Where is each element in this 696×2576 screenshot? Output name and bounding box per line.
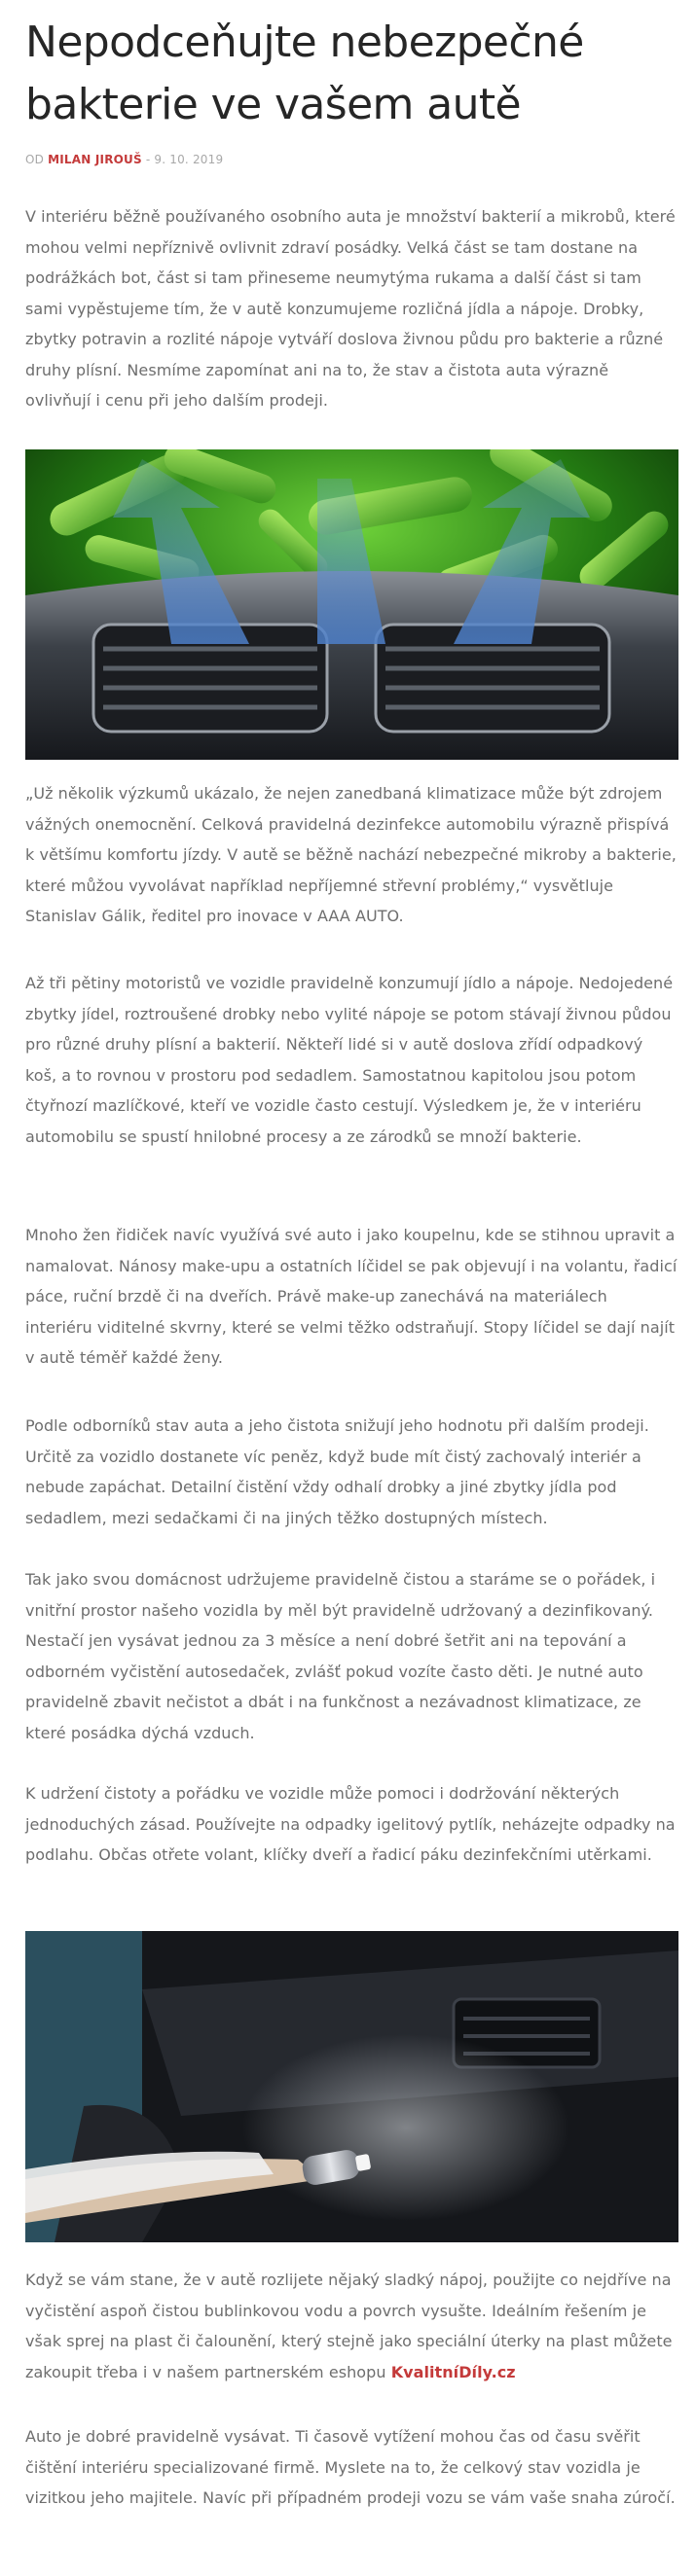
paragraph-intro: V interiéru běžně používaného osobního auta je množství bakterií a mikrobů, které mohou velmi nepříznivě ovlivnit zdraví posádky. Velká část se tam dostane na podrážkách bot, část si tam přineseme neumytýma rukama a další část si tam sami vypěstujeme tím, že v autě konzumujeme rozličná jídla a nápoje. Drobky, zbytky potravin a rozlité nápoje vytváří doslova živnou půdu pro bakterie a různé druhy plísní. Nesmíme zapomínat ani na to, že stav a čistota auta výrazně ovlivňují i cenu při jeho dalším prodeji.	[25, 207, 676, 410]
paragraph-vacuum: Auto je dobré pravidelně vysávat. Ti časově vytížení mohou čas od času svěřit čištění interiéru specializované firmě. Myslete na to, že celkový stav vozidla je vizitkou jeho majitele. Navíc při případném prodeji vozu se vám vaše snaha zúročí.	[25, 2427, 676, 2507]
paragraph-spill	[25, 2265, 678, 2387]
paragraph-maintenance: Tak jako svou domácnost udržujeme pravidelně čistou a staráme se o pořádek, i vnitřní prostor našeho vozidla by měl být pravidelně udržovaný a dezinfikovaný. Nestačí jen vysávat jednou za 3 měsíce a není dobré šetřit ani na tepování a odborném vyčistění autosedaček, zvlášť pokud vozíte často děti. Je nutné auto pravidelně zbavit nečistot a dbát i na funkčnost a nezávadnost klimatizace, ze které posádka dýchá vzduch.	[25, 1570, 656, 1742]
paragraph-food: Až tři pětiny motoristů ve vozidle pravidelně konzumují jídlo a nápoje. Nedojedené zbytky jídel, roztroušené drobky nebo vylité nápoje se potom stávají živnou půdou pro různé druhy plísní a bakterií. Někteří lidé si v autě doslova zřídí odpadkový koš, a to rovnou v prostoru pod sedadlem. Samostatnou kapitolou jsou potom čtyřnozí mazlíčkové, kteří ve vozidle často cestují. Výsledkem je, že v interiéru automobilu se spustí hnilobné procesy a ze zárodků se množí bakterie.	[25, 974, 674, 1146]
article-date: 9. 10. 2019	[154, 153, 224, 166]
paragraph-spill-text: Když se vám stane, že v autě rozlijete nějaký sladký nápoj, použijte co nejdříve na vyčistění aspoň čistou bublinkovou vodu a povrch vysušte. Ideálním řešením je však sprej na plast či čalounění, který stejně jako speciální úterky na plast můžete zakoupit třeba i v našem partnerském eshopu	[25, 2271, 673, 2381]
paragraph-makeup: Mnoho žen řidiček navíc využívá své auto i jako koupelnu, kde se stihnou upravit a namalovat. Nánosy make-upu a ostatních líčidel se pak objevují i na volantu, řadicí páce, ruční brzdě či na dveřích. Právě make-up zanechává na materiálech interiéru viditelné skvrny, které se velmi těžko odstraňují. Stopy líčidel se dají najít v autě téměř každé ženy.	[25, 1226, 678, 1367]
interior-spray-image	[25, 1931, 678, 2242]
shop-link[interactable]: KvalitníDíly.cz	[390, 2362, 516, 2381]
author-link[interactable]: MILAN JIROUŠ	[48, 153, 142, 166]
article	[25, 0, 678, 2507]
article-meta	[25, 153, 678, 166]
meta-prefix: OD	[25, 153, 45, 166]
article-title: Nepodceňujte nebezpečné bakterie ve vašem autě	[25, 18, 584, 129]
paragraph-value: Podle odborníků stav auta a jeho čistota snižují jeho hodnotu při dalším prodeji. Určitě za vozidlo dostanete víc peněz, když bude mít čistý zachovalý interiér a nebude zapáchat. Detailní čistění vždy odhalí drobky a jiné zbytky jídla pod sedadlem, mezi sedačkami či na jiných těžko dostupných místech.	[25, 1416, 649, 1527]
paragraph-tips: K udržení čistoty a pořádku ve vozidle může pomoci i dodržování některých jednoduchých zásad. Používejte na odpadky igelitový pytlík, neházejte odpadky na podlahu. Občas otřete volant, klíčky dveří a řadicí páku dezinfekčními utěrkami.	[25, 1784, 676, 1864]
bacteria-car-vent-image	[25, 449, 678, 760]
meta-separator: -	[141, 153, 155, 166]
paragraph-quote: „Už několik výzkumů ukázalo, že nejen zanedbaná klimatizace může být zdrojem vážných onemocnění. Celková pravidelná dezinfekce automobilu výrazně přispívá k většímu komfortu jízdy. V autě se běžně nachází nebezpečné mikroby a bakterie, které můžou vyvolávat například nepříjemné střevní problémy,“ vysvětluje Stanislav Gálik, ředitel pro inovace v AAA AUTO.	[25, 784, 677, 925]
